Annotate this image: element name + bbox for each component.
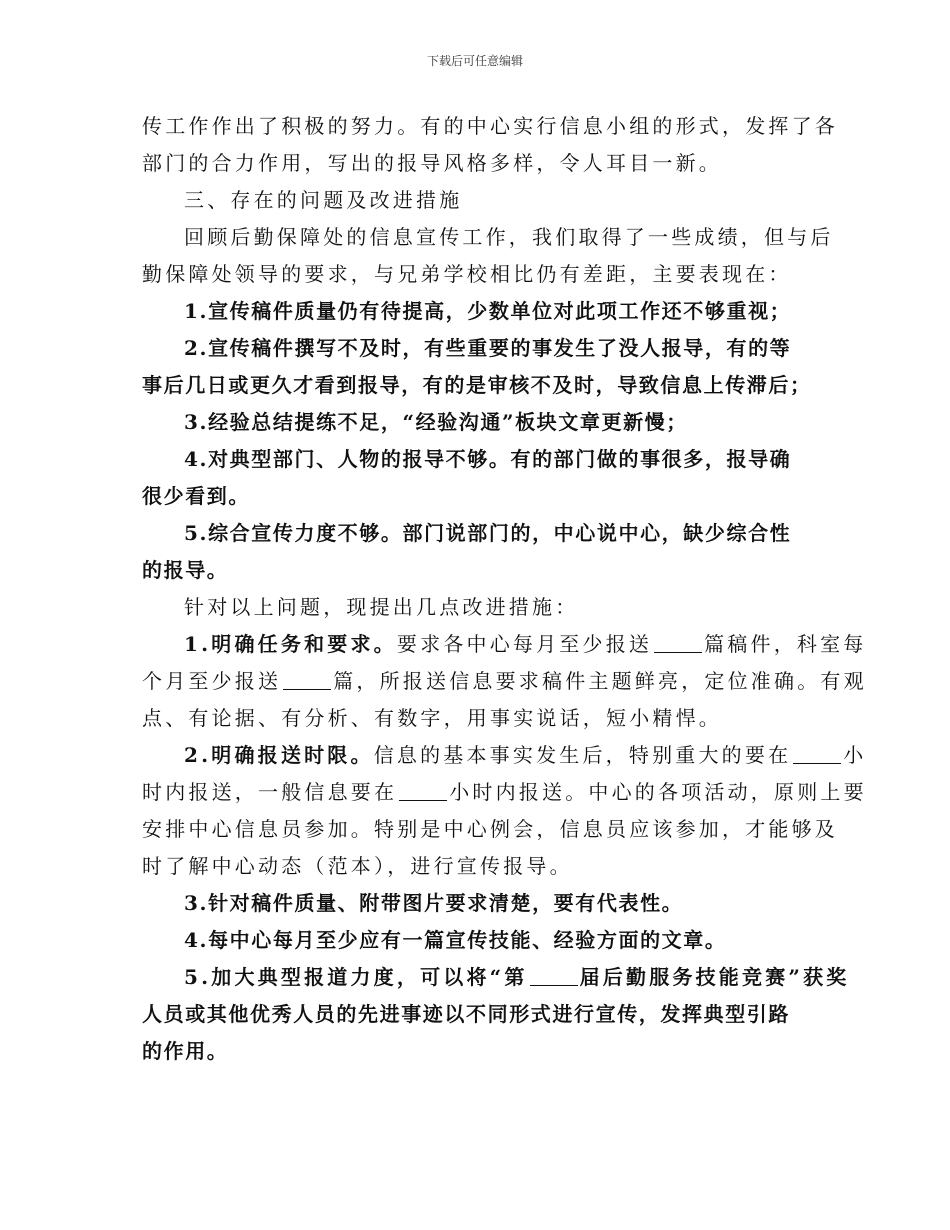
text-segment: 5.加大典型报道力度，可以将“第 (184, 965, 528, 989)
text-line: 的作用。 (142, 1039, 229, 1063)
text-line: 回顾后勤保障处的信息宣传工作，我们取得了一些成绩，但与后 (184, 225, 834, 249)
fill-blank (283, 667, 331, 690)
text-line: 5.综合宣传力度不够。部门说部门的，中心说中心，缺少综合性 (184, 521, 792, 545)
text-segment: 个月至少报送 (142, 669, 282, 693)
fill-blank (654, 630, 702, 653)
text-line: 三、存在的问题及改进措施 (184, 188, 463, 212)
text-segment: 1.明确任务和要求。 (184, 632, 397, 656)
text-line: 安排中心信息员参加。特别是中心例会，信息员应该参加，才能够及 (142, 817, 838, 841)
text-line (142, 737, 867, 774)
text-segment: 2.明确报送时限。 (184, 743, 374, 767)
text-segment: 时内报送，一般信息要在 (142, 780, 398, 804)
text-line: 事后几日或更久才看到报导，有的是审核不及时，导致信息上传滞后； (142, 373, 812, 397)
text-line: 部门的合力作用，写出的报导风格多样，令人耳目一新。 (142, 151, 722, 175)
text-line: 时了解中心动态（范本），进行宣传报导。 (142, 854, 573, 878)
text-line (142, 959, 850, 996)
text-segment: 篇，所报送信息要求稿件主题鲜亮，定位准确。有观 (333, 669, 867, 693)
text-line: 2.宣传稿件撰写不及时，有些重要的事发生了没人报导，有的等 (184, 336, 792, 360)
text-line: 针对以上问题，现提出几点改进措施： (184, 595, 579, 619)
text-line: 4.每中心每月至少应有一篇宣传技能、经验方面的文章。 (184, 928, 727, 952)
text-segment: 要求各中心每月至少报送 (396, 632, 653, 656)
text-segment: 小 (843, 743, 867, 767)
fill-blank (530, 963, 578, 986)
text-line (142, 626, 867, 663)
text-line: 的报导。 (142, 558, 229, 582)
text-segment: 信息的基本事实发生后，特别重大的要在 (373, 743, 792, 767)
fill-blank (399, 778, 447, 801)
text-segment: 小时内报送。中心的各项活动，原则上要 (449, 780, 867, 804)
fill-blank (793, 741, 841, 764)
document-body (142, 108, 867, 1070)
text-line: 1.宣传稿件质量仍有待提高，少数单位对此项工作还不够重视； (184, 299, 792, 323)
text-line: 传工作作出了积极的努力。有的中心实行信息小组的形式，发挥了各 (142, 114, 838, 138)
text-line: 3.针对稿件质量、附带图片要求清楚，要有代表性。 (184, 891, 684, 915)
text-line (142, 774, 867, 811)
text-line: 3.经验总结提练不足，“经验沟通”板块文章更新慢； (184, 410, 688, 434)
text-line: 4.对典型部门、人物的报导不够。有的部门做的事很多，报导确 (184, 447, 792, 471)
text-segment: 篇稿件，科室每 (704, 632, 867, 656)
text-line (142, 663, 867, 700)
text-line: 人员或其他优秀人员的先进事迹以不同形式进行宣传，发挥典型引路 (142, 1002, 790, 1026)
text-line: 勤保障处领导的要求，与兄弟学校相比仍有差距，主要表现在： (142, 262, 792, 286)
page-header: 下载后可任意编辑 (426, 54, 523, 68)
text-line: 点、有论据、有分析、有数字，用事实说话，短小精悍。 (142, 706, 722, 730)
text-segment: 届后勤服务技能竞赛”获奖 (579, 965, 850, 989)
text-line: 很少看到。 (142, 484, 250, 508)
